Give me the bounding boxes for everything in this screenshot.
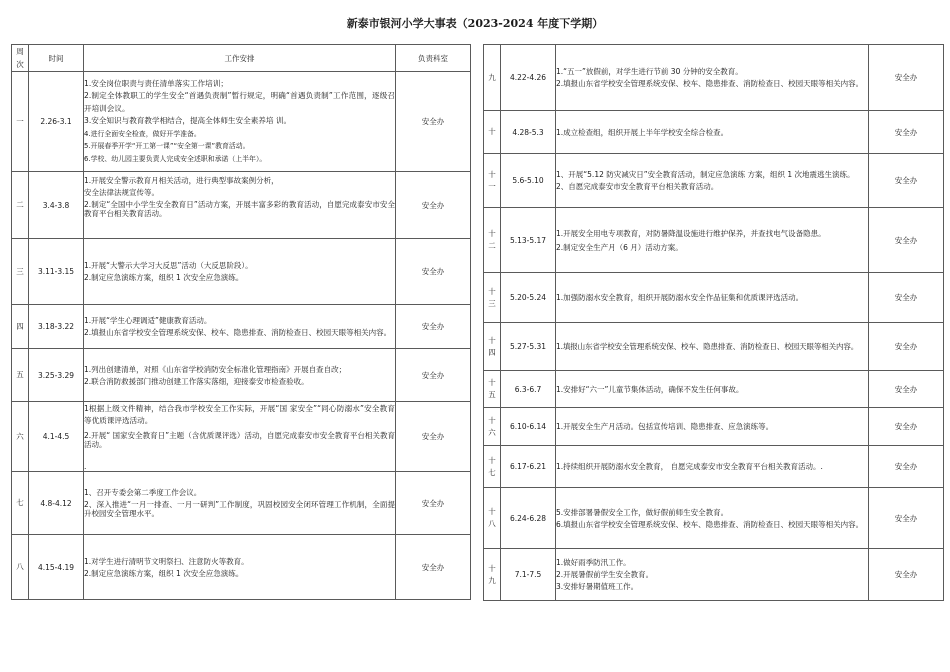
task-item: 1.开展“大警示大学习大反思”活动（大反思阶段）。 — [84, 261, 253, 270]
week-cell — [12, 239, 29, 305]
task-item: 2.制定应急演练方案，组织 1 次安全应急演练。 — [84, 273, 244, 282]
week-cell — [484, 45, 501, 111]
task-cell — [556, 446, 869, 488]
task-item: 1.“五一”放假前，对学生进行节前 30 分钟的安全教育。 — [556, 67, 743, 76]
week-cell — [484, 549, 501, 601]
department: 安全办 — [396, 172, 471, 239]
task-item: 1.做好雨季防汛工作。 — [556, 558, 631, 567]
department: 安全办 — [396, 349, 471, 402]
week-number: 十四 — [488, 335, 496, 357]
task-item: 3.安排好暑期值班工作。 — [556, 582, 639, 591]
task-item: 2.开展暑假前学生安全教育。 — [556, 570, 654, 579]
schedule-row — [12, 472, 471, 535]
task-cell — [556, 111, 869, 154]
department: 安全办 — [869, 446, 944, 488]
department: 安全办 — [396, 402, 471, 472]
task-item: 1.安全岗位职责与责任清单落实工作培训； — [84, 78, 228, 88]
week-number: 十 — [488, 127, 496, 136]
task-item: 2、深入推进“一月一排查、一月一研判”工作制度，巩固校园安全闭环管理工作机制，全面提升校园安全管理水平。 — [84, 500, 395, 518]
week-cell — [484, 408, 501, 446]
schedule-row — [12, 535, 471, 600]
header-week-label: 周次 — [16, 47, 24, 69]
week-cell — [12, 349, 29, 402]
date-range: 5.20-5.24 — [501, 273, 556, 323]
department: 安全办 — [869, 111, 944, 154]
schedule-table-left — [11, 44, 471, 600]
task-item: 2.填报山东省学校安全管理系统安保、校车、隐患排查、消防检查日、校园天眼等相关内容。 — [556, 79, 864, 88]
week-cell — [484, 208, 501, 273]
task-item: 6.学校、幼儿园主要负责人完成安全述职和承诺（上半年）。 — [84, 154, 267, 163]
schedule-row — [484, 488, 944, 549]
schedule-row — [12, 305, 471, 349]
task-item: 1.成立检查组，组织开展上半年学校安全综合检查。 — [556, 127, 729, 137]
task-item: 1.开展“学生心理调适”健康教育活动。 — [84, 316, 212, 325]
week-number: 八 — [16, 562, 24, 571]
department: 安全办 — [396, 305, 471, 349]
department: 安全办 — [869, 549, 944, 601]
week-number: 十八 — [488, 507, 496, 528]
task-item: 1、开展“5.12 防灾减灾日”安全教育活动，制定应急演练 方案，组织 1 次地震逃生演练。 — [556, 170, 855, 179]
schedule-row — [12, 349, 471, 402]
task-item: 1.填报山东省学校安全管理系统安保、校车、隐患排查、消防检查日、校园天眼等相关内容。 — [556, 342, 859, 351]
task-item: 4.进行全面安全检查，做好开学准备。 — [84, 129, 201, 138]
task-cell — [556, 273, 869, 323]
task-cell — [556, 154, 869, 208]
week-number: 十五 — [488, 378, 496, 399]
department: 安全办 — [869, 45, 944, 111]
schedule-row — [484, 446, 944, 488]
department: 安全办 — [396, 72, 471, 172]
week-cell — [484, 446, 501, 488]
task-cell — [556, 408, 869, 446]
week-number: 九 — [488, 72, 496, 82]
task-item: 1.开展安全生产月活动。包括宣传培训、隐患排查、应急演练等。 — [556, 422, 774, 431]
task-item: . — [84, 461, 87, 471]
task-cell — [84, 349, 396, 402]
document-title: 新泰市银河小学大事表（2023-2024 年度下学期） — [346, 17, 604, 30]
week-cell — [484, 273, 501, 323]
date-range: 5.27-5.31 — [501, 323, 556, 371]
header-tasks: 工作安排 — [84, 45, 396, 72]
task-cell — [556, 549, 869, 601]
date-range: 6.3-6.7 — [501, 371, 556, 408]
task-cell — [556, 45, 869, 111]
task-cell — [84, 239, 396, 305]
task-item: 1.安排好“六一”儿童节集体活动，确保不发生任何事故。 — [556, 384, 744, 394]
week-cell — [12, 402, 29, 472]
task-cell — [84, 172, 396, 239]
week-number: 三 — [16, 266, 24, 276]
header-row — [12, 45, 471, 72]
week-number: 七 — [16, 498, 24, 507]
department: 安全办 — [869, 371, 944, 408]
schedule-row — [484, 45, 944, 111]
week-number: 十一 — [488, 169, 496, 191]
header-dept: 负责科室 — [396, 45, 471, 72]
week-number: 十二 — [488, 229, 496, 250]
week-cell — [12, 472, 29, 535]
week-cell — [484, 323, 501, 371]
department: 安全办 — [869, 488, 944, 549]
schedule-row — [12, 72, 471, 172]
schedule-row — [12, 239, 471, 305]
week-number: 六 — [16, 431, 24, 441]
week-cell — [12, 305, 29, 349]
task-item: 1根据上级文件精神，结合我市学校安全工作实际，开展“国 家安全”“同心防溺水”安全教育等优质课评选活动。 — [84, 403, 395, 425]
date-range: 4.28-5.3 — [501, 111, 556, 154]
week-cell — [484, 371, 501, 408]
task-cell — [84, 472, 396, 535]
week-cell — [12, 172, 29, 239]
week-cell — [484, 488, 501, 549]
task-item: 2.填报山东省学校安全管理系统安保、校车、隐患排查、消防检查日、校园天眼等相关内容。 — [84, 328, 392, 337]
task-cell — [556, 371, 869, 408]
date-range: 5.6-5.10 — [501, 154, 556, 208]
task-item: 1.开展安全用电专项教育，对防暑降温设施进行维护保养，并查找电气设备隐患。 — [556, 228, 826, 238]
date-range: 3.18-3.22 — [29, 305, 84, 349]
task-item: 1.开展安全警示教育月相关活动，进行典型事故案例分析， — [84, 176, 279, 185]
week-number: 一 — [16, 116, 24, 126]
task-item: 1、召开专委会第二季度工作会议。 — [84, 488, 202, 497]
week-number: 四 — [16, 321, 24, 331]
department: 安全办 — [396, 239, 471, 305]
week-number: 十七 — [488, 455, 496, 477]
schedule-row — [484, 111, 944, 154]
schedule-row — [12, 402, 471, 472]
department: 安全办 — [396, 472, 471, 535]
header-week — [12, 45, 29, 72]
week-number: 十六 — [488, 415, 496, 437]
task-item: 6.填报山东省学校安全管理系统安保、校车、隐患排查、消防检查日、校园天眼等相关内容。 — [556, 519, 864, 529]
task-item: 1.加强防溺水安全教育，组织开展防溺水安全作品征集和优质课评选活动。 — [556, 293, 804, 302]
week-number: 二 — [16, 200, 24, 209]
schedule-row — [484, 323, 944, 371]
department: 安全办 — [396, 535, 471, 600]
date-range: 6.17-6.21 — [501, 446, 556, 488]
date-range: 3.11-3.15 — [29, 239, 84, 305]
date-range: 2.26-3.1 — [29, 72, 84, 172]
task-item: 5.开展春季开学“开工第一课”“安全第一课”教育活动。 — [84, 142, 250, 151]
date-range: 3.4-3.8 — [29, 172, 84, 239]
task-item: 1.列出创建清单，对照《山东省学校消防安全标准化管理指南》开展自查自改； — [84, 364, 347, 374]
schedule-row — [484, 154, 944, 208]
date-range: 3.25-3.29 — [29, 349, 84, 402]
task-cell — [556, 488, 869, 549]
department: 安全办 — [869, 323, 944, 371]
task-cell — [84, 305, 396, 349]
schedule-row — [484, 408, 944, 446]
header-time: 时间 — [29, 45, 84, 72]
schedule-row — [484, 371, 944, 408]
week-cell — [12, 535, 29, 600]
task-cell — [556, 208, 869, 273]
schedule-row — [484, 208, 944, 273]
week-number: 十九 — [488, 563, 496, 585]
date-range: 4.8-4.12 — [29, 472, 84, 535]
date-range: 7.1-7.5 — [501, 549, 556, 601]
date-range: 4.15-4.19 — [29, 535, 84, 600]
task-item: 2.制定全体教职工的学生安全“首遇负责制”暂行规定，明确“首遇负责制”工作范围，逐级召开培训会议。 — [84, 91, 395, 113]
date-range: 6.24-6.28 — [501, 488, 556, 549]
week-cell — [484, 111, 501, 154]
date-range: 6.10-6.14 — [501, 408, 556, 446]
week-cell — [484, 154, 501, 208]
task-cell — [84, 402, 396, 472]
department: 安全办 — [869, 273, 944, 323]
schedule-table-right — [483, 44, 944, 601]
task-item: 安全法律法规宣传等。 — [84, 188, 159, 197]
task-item: 2.联合消防救援部门推动创建工作落实落细，迎接泰安市检查验收。 — [84, 376, 309, 386]
task-cell — [84, 72, 396, 172]
date-range: 4.1-4.5 — [29, 402, 84, 472]
task-item: 2、自愿完成泰安市安全教育平台相关教育活动。 — [556, 182, 719, 191]
date-range: 5.13-5.17 — [501, 208, 556, 273]
week-number: 十三 — [488, 286, 496, 308]
schedule-row — [484, 273, 944, 323]
department: 安全办 — [869, 208, 944, 273]
task-item: 2.开展“ 国家安全教育日”主题（含优质课评选）活动，自愿完成泰安市安全教育平台相关教育活动。 — [84, 430, 395, 449]
week-number: 五 — [16, 370, 24, 379]
task-item: 2.制定应急演练方案，组织 1 次安全应急演练。 — [84, 568, 244, 578]
task-item: 3.安全知识与教育教学相结合，提高全体师生安全素养培 训。 — [84, 116, 292, 126]
task-item: 1.持续组织开展防溺水安全教育， 自愿完成泰安市安全教育平台相关教育活动。. — [556, 462, 823, 471]
task-cell — [84, 535, 396, 600]
department: 安全办 — [869, 408, 944, 446]
date-range: 4.22-4.26 — [501, 45, 556, 111]
task-item: 2.制定安全生产月（6 月）活动方案。 — [556, 242, 683, 252]
schedule-row — [484, 549, 944, 601]
task-cell — [556, 323, 869, 371]
task-item: 1.对学生进行清明节文明祭扫、注意防火等教育。 — [84, 556, 249, 566]
schedule-row — [12, 172, 471, 239]
task-item: 5.安排部署暑假安全工作，做好假前师生安全教育。 — [556, 507, 729, 517]
week-cell — [12, 72, 29, 172]
department: 安全办 — [869, 154, 944, 208]
task-item: 2.制定“全国中小学生安全教育日”活动方案，开展丰富多彩的教育活动，自愿完成泰安市安全教育平台相关教育活动。 — [84, 200, 395, 218]
